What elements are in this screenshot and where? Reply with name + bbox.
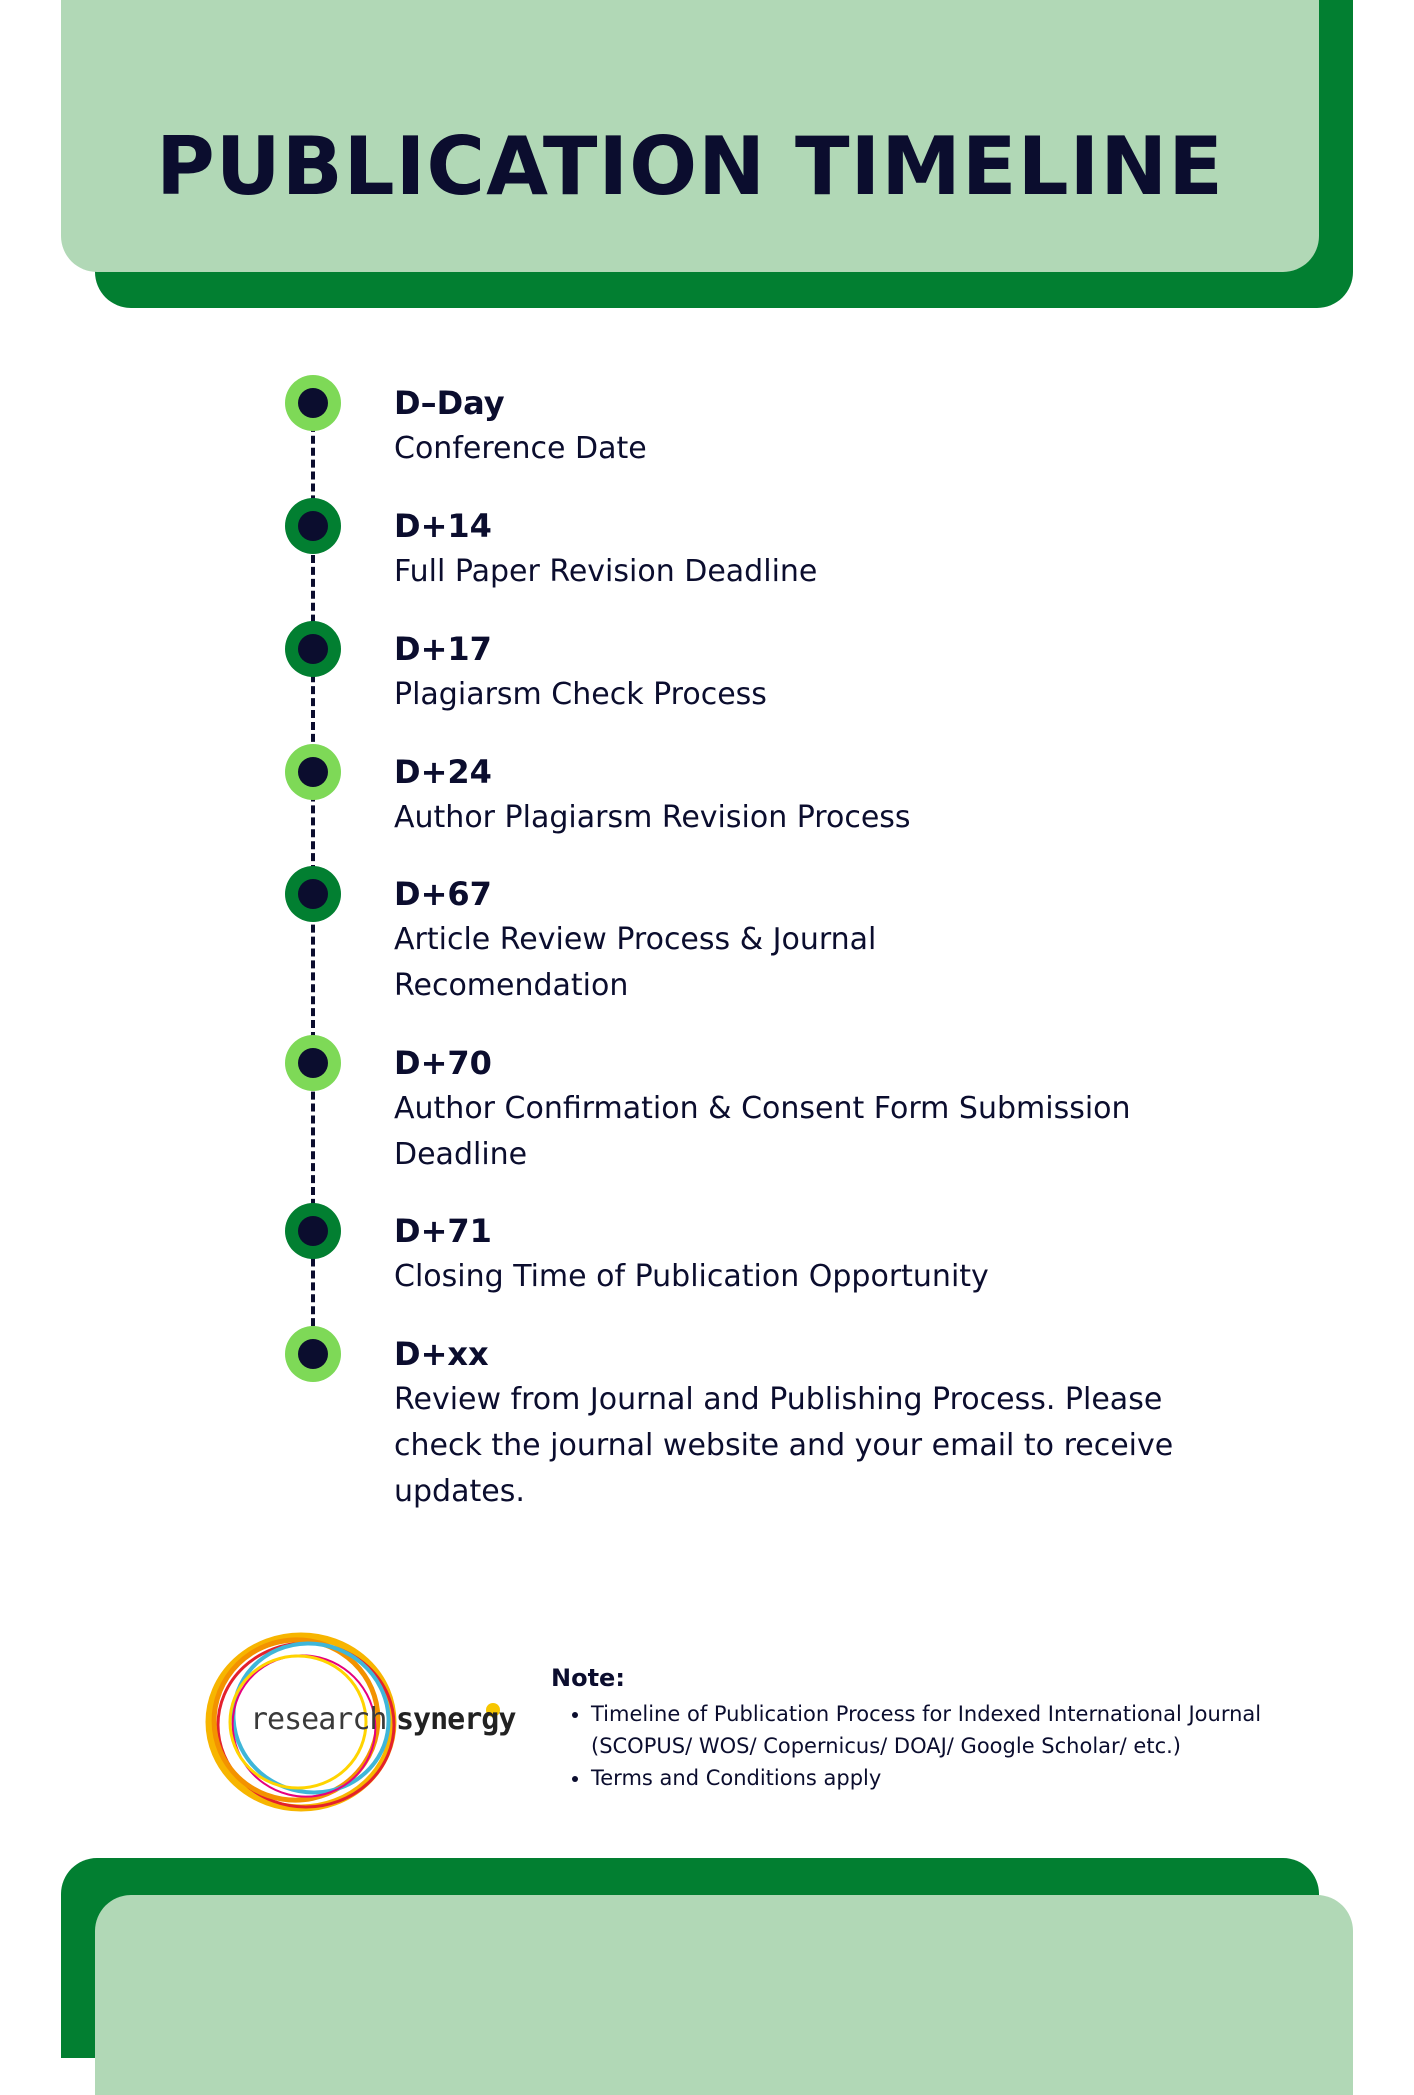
timeline-dot-icon bbox=[285, 866, 341, 922]
timeline-dot-icon bbox=[285, 1035, 341, 1091]
timeline-desc: Conference Date bbox=[394, 431, 647, 466]
timeline-day: D+24 bbox=[394, 753, 492, 791]
note-item: • Terms and Conditions apply bbox=[591, 1762, 1271, 1794]
logo-word-synergy: synergy bbox=[396, 1702, 516, 1737]
timeline-day: D+71 bbox=[394, 1212, 492, 1250]
logo-word-research: research bbox=[250, 1702, 387, 1737]
timeline-day: D+14 bbox=[394, 507, 492, 545]
timeline-desc: Author Plagiarsm Revision Process bbox=[394, 800, 911, 835]
research-synergy-logo bbox=[196, 1630, 516, 1820]
note-item: • Timeline of Publication Process for Indexed International Journal (SCOPUS/ WOS/ Copernicus/ DOAJ/ Google Scholar/ etc.) bbox=[591, 1698, 1271, 1762]
timeline-dot-icon bbox=[285, 744, 341, 800]
timeline-dot-icon bbox=[285, 375, 341, 431]
footer-banner bbox=[95, 1895, 1353, 2095]
timeline-desc: Full Paper Revision Deadline bbox=[394, 554, 818, 589]
timeline-desc: Author Confirmation & Consent Form Submission Deadline bbox=[394, 1091, 1131, 1172]
timeline-day: D–Day bbox=[394, 384, 505, 422]
timeline-day: D+67 bbox=[394, 875, 492, 913]
note-title: Note: bbox=[551, 1664, 625, 1692]
timeline-day: D+xx bbox=[394, 1335, 489, 1373]
timeline-dot-icon bbox=[285, 1203, 341, 1259]
timeline-day: D+70 bbox=[394, 1044, 492, 1082]
note-list bbox=[551, 1698, 1271, 1794]
page-title: PUBLICATION TIMELINE bbox=[156, 119, 1224, 213]
timeline-desc: Article Review Process & Journal Recomendation bbox=[394, 922, 877, 1003]
timeline-dot-icon bbox=[285, 621, 341, 677]
timeline-desc: Closing Time of Publication Opportunity bbox=[394, 1259, 989, 1294]
timeline-desc: Plagiarsm Check Process bbox=[394, 677, 767, 712]
timeline-dot-icon bbox=[285, 498, 341, 554]
timeline-dot-icon bbox=[285, 1326, 341, 1382]
timeline-day: D+17 bbox=[394, 630, 492, 668]
timeline-desc: Review from Journal and Publishing Process. Please check the journal website and your email to receive updates. bbox=[394, 1382, 1174, 1509]
note-section bbox=[551, 1662, 1271, 1794]
